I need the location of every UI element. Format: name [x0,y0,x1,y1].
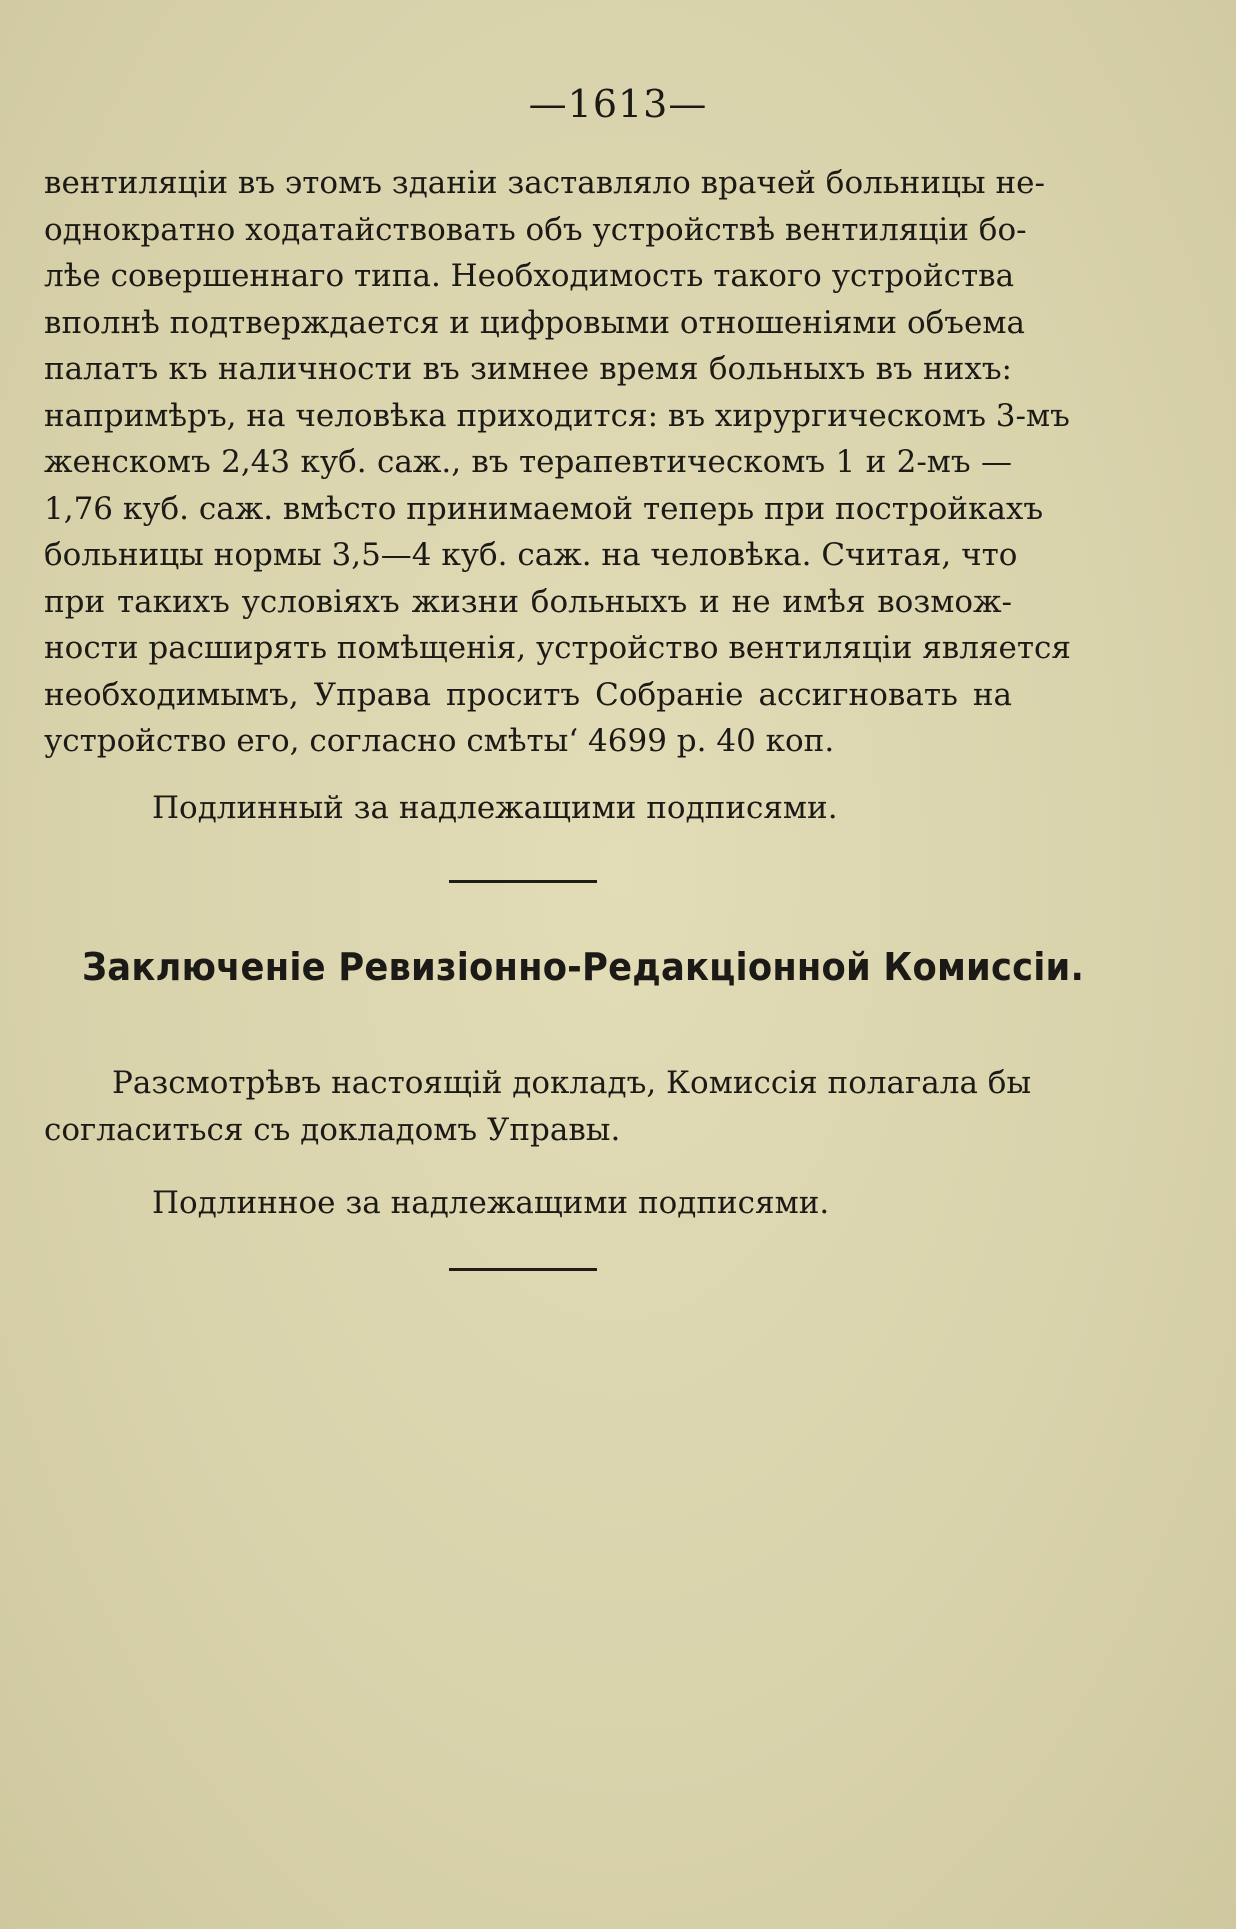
signature-note-2: Подлинное за надлежащими подписями. [152,1185,830,1221]
text-line: женскомъ 2,43 куб. саж., въ терапевтическомъ 1 и 2-мъ — [44,444,1012,480]
signature-note-1: Подлинный за надлежащими подписями. [152,790,838,826]
text-line: вентиляціи въ этомъ зданіи заставляло врачей больницы не- [44,165,1045,201]
conclusion-paragraph [44,1060,1032,1153]
text-line: лѣе совершеннаго типа. Необходимость такого устройства [44,258,1015,294]
text-line: устройство его, согласно смѣты‘ 4699 р. 40 коп. [44,723,835,759]
text-line: напримѣръ, на человѣка приходится: въ хирургическомъ 3-мъ [44,397,1070,434]
text-line: необходимымъ, Управа проситъ Собраніе ассигновать на [44,676,1012,713]
page-number: —1613— [528,82,708,126]
text-line: Разсмотрѣвъ настоящій докладъ, Комиссія полагала бы [112,1065,1032,1101]
main-paragraph [44,160,1071,765]
text-line: больницы нормы 3,5—4 куб. саж. на человѣка. Считая, что [44,537,1018,573]
section-divider [449,880,597,883]
text-line: вполнѣ подтверждается и цифровыми отношеніями объема [44,304,1025,341]
text-line: однократно ходатайствовать объ устройствѣ вентиляціи бо- [44,211,1027,248]
section-heading: Заключеніе Ревизіонно-Редакціонной Комиссіи. [82,945,1085,989]
text-line: 1,76 куб. саж. вмѣсто принимаемой теперь при постройкахъ [44,490,1044,527]
text-line: ности расширять помѣщенія, устройство вентиляціи является [44,630,1071,666]
section-divider [449,1268,597,1271]
text-line: палатъ къ наличности въ зимнее время больныхъ въ нихъ: [44,351,1012,387]
text-line: при такихъ условіяхъ жизни больныхъ и не имѣя возмож- [44,583,1012,620]
text-line: согласиться съ докладомъ Управы. [44,1111,621,1148]
